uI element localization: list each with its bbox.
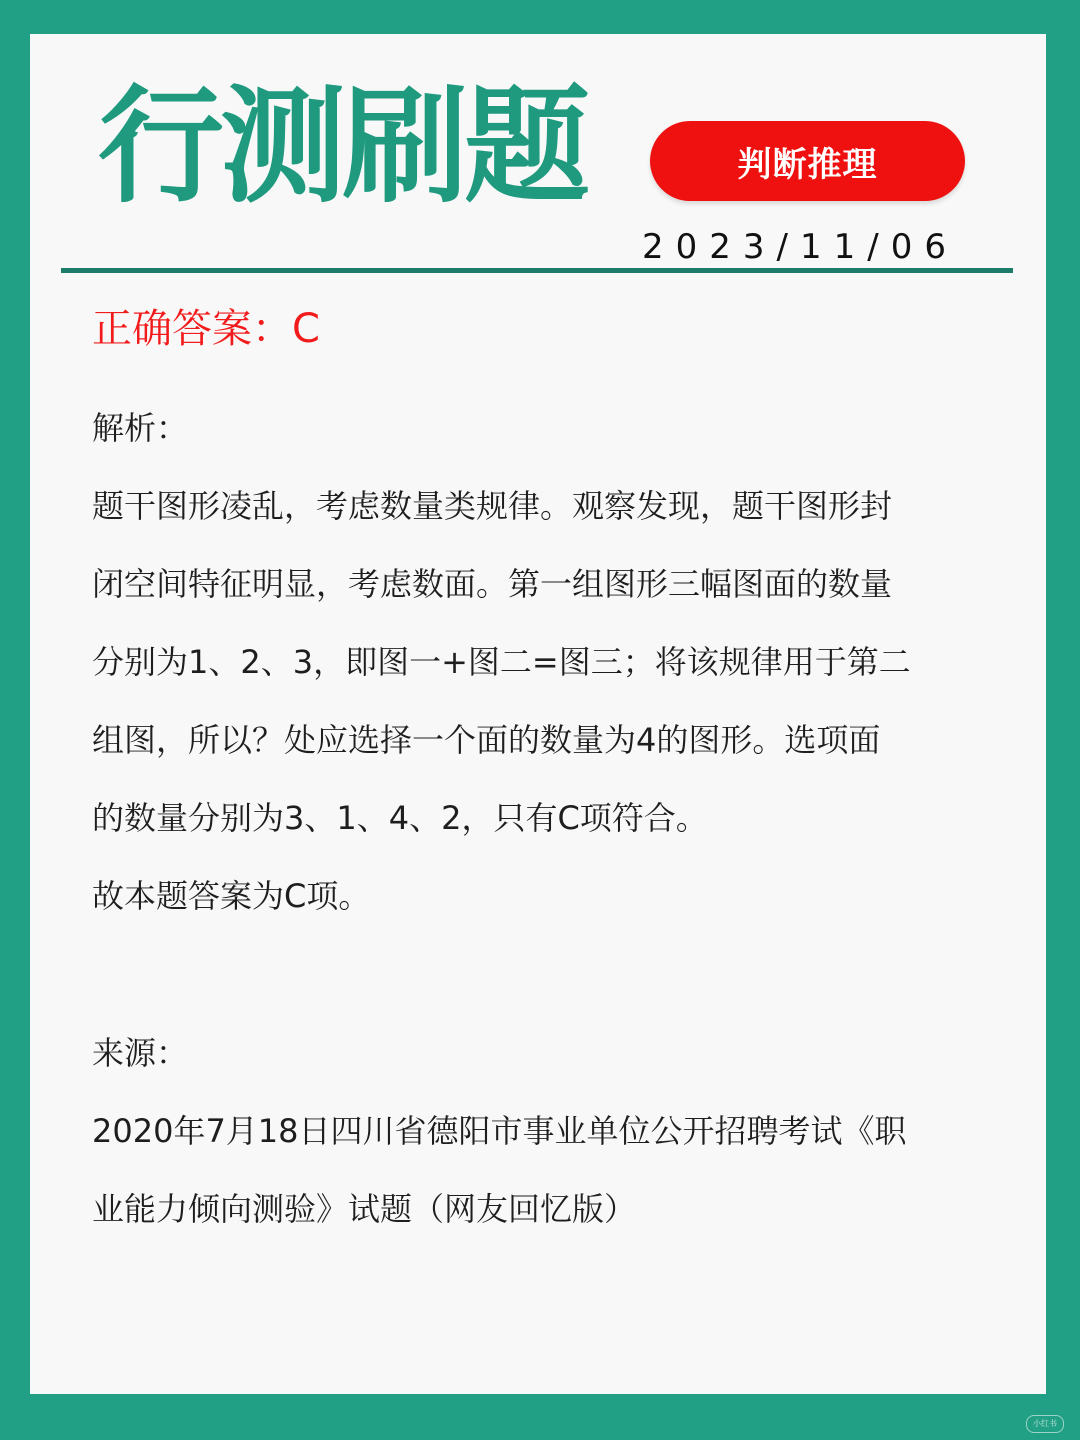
- source-label: 来源：: [92, 1034, 189, 1072]
- analysis-line: 分别为1、2、3，即图一+图二=图三；将该规律用于第二: [92, 643, 911, 681]
- analysis-line: 故本题答案为C项。: [92, 877, 371, 915]
- analysis-line: 组图，所以？处应选择一个面的数量为4的图形。选项面: [92, 721, 881, 759]
- header-divider: [61, 268, 1013, 273]
- analysis-line: 题干图形凌乱，考虑数量类规律。观察发现，题干图形封: [92, 487, 893, 525]
- analysis-line: 的数量分别为3、1、4、2，只有C项符合。: [92, 799, 708, 837]
- analysis-body: [92, 467, 972, 935]
- analysis-label: 解析：: [92, 409, 189, 447]
- analysis-line: 闭空间特征明显，考虑数面。第一组图形三幅图面的数量: [92, 565, 893, 603]
- category-badge: [650, 121, 965, 201]
- watermark-badge: 小红书: [1026, 1415, 1064, 1433]
- source-line: 业能力倾向测验》试题（网友回忆版）: [92, 1190, 637, 1228]
- date-label: 2023/11/06: [642, 227, 958, 267]
- category-label: 判断推理: [737, 144, 878, 185]
- source-line: 2020年7月18日四川省德阳市事业单位公开招聘考试《职: [92, 1112, 907, 1150]
- source-body: [92, 1092, 972, 1248]
- correct-answer: 正确答案：C: [92, 306, 320, 352]
- paper-card: [30, 34, 1046, 1394]
- page-title: 行测刷题: [98, 73, 586, 220]
